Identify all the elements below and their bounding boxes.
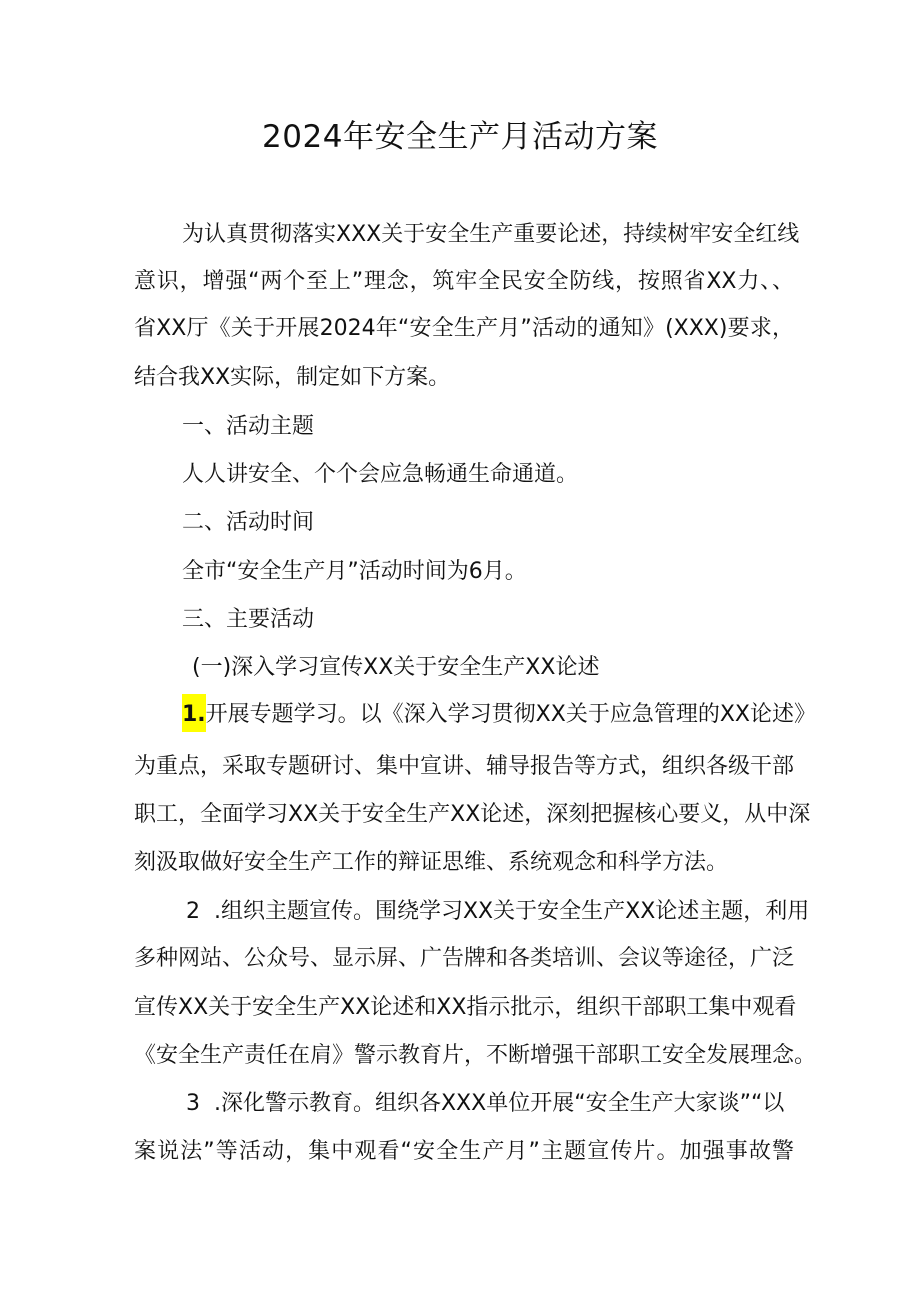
item-2-line-4: 《安全生产责任在肩》警示教育片，不断增强干部职工安全发展理念。 [134, 1043, 817, 1068]
section-heading-theme: 一、活动主题 [182, 414, 315, 439]
intro-line-3: 省XX厅《关于开展2024年“安全生产月”活动的通知》(XXX)要求， [134, 316, 794, 341]
intro-line-2: 意识，增强“两个至上”理念，筑牢全民安全防线，按照省XX力、、 [134, 269, 794, 294]
item-3-line-2: 案说法”等活动，集中观看“安全生产月”主题宣传片。加强事故警 [134, 1139, 794, 1164]
section-content-time: 全市“安全生产月”活动时间为6月。 [182, 559, 527, 584]
item-1-line-4: 刻汲取做好安全生产工作的辩证思维、系统观念和科学方法。 [134, 850, 729, 875]
section-heading-activities: 三、主要活动 [182, 607, 315, 632]
item-2-line-2: 多种网站、公众号、显示屏、广告牌和各类培训、会议等途径，广泛 [134, 946, 795, 971]
document-title: 2024年安全生产月活动方案 [262, 119, 658, 155]
item-1-line-2: 为重点，采取专题研讨、集中宣讲、辅导报告等方式，组织各级干部 [134, 754, 795, 779]
item-1-first-line [182, 694, 816, 732]
item-1-number-highlight: 1. [182, 694, 206, 732]
intro-line-4: 结合我XX实际，制定如下方案。 [134, 365, 451, 390]
item-1-line-3: 职工，全面学习XX关于安全生产XX论述，深刻把握核心要义，从中深 [134, 802, 811, 827]
intro-line-1: 为认真贯彻落实XXX关于安全生产重要论述，持续树牢安全红线 [182, 222, 800, 247]
section-content-theme: 人人讲安全、个个会应急畅通生命通道。 [182, 462, 579, 487]
item-1-first-line-text: 开展专题学习。以《深入学习贯彻XX关于应急管理的XX论述》 [205, 702, 816, 727]
item-2-line-1: 2 .组织主题宣传。围绕学习XX关于安全生产XX论述主题，利用 [186, 899, 810, 924]
section-heading-time: 二、活动时间 [182, 510, 315, 535]
item-2-line-3: 宣传XX关于安全生产XX论述和XX指示批示，组织干部职工集中观看 [134, 995, 797, 1020]
item-3-line-1: 3 .深化警示教育。组织各XXX单位开展“安全生产大家谈”“以 [186, 1091, 785, 1116]
subsection-heading-study: (一)深入学习宣传XX关于安全生产XX论述 [192, 655, 600, 680]
